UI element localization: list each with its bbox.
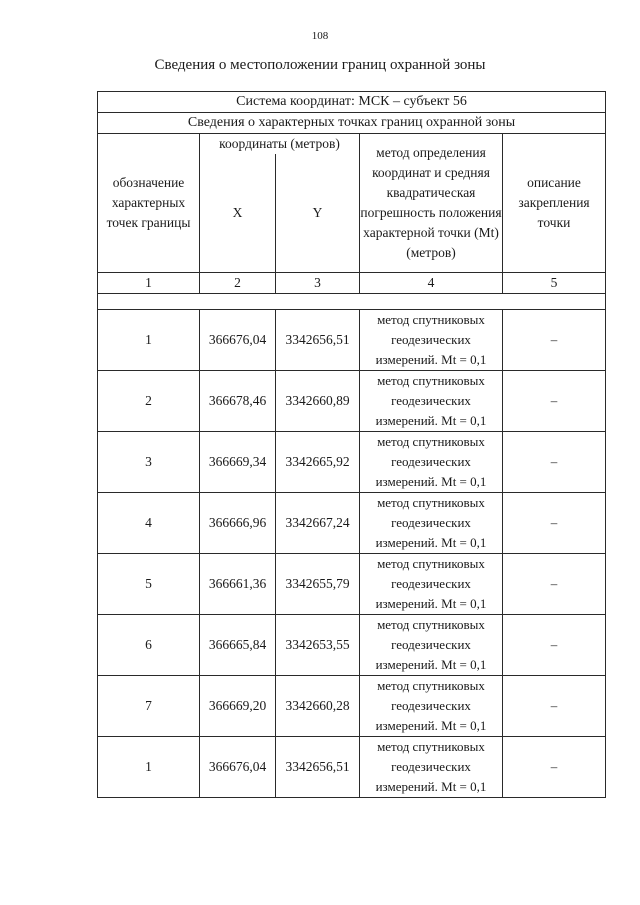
table-row: [98, 737, 606, 798]
header-y: Y: [276, 154, 360, 273]
coord-y: 3342660,89: [276, 371, 360, 432]
coord-x: 366665,84: [200, 615, 276, 676]
coord-x: 366678,46: [200, 371, 276, 432]
column-number: 4: [360, 273, 503, 294]
coord-y: 3342653,55: [276, 615, 360, 676]
table-row: [98, 554, 606, 615]
point-number: 2: [98, 371, 200, 432]
page-number: 108: [311, 30, 329, 42]
coord-x: 366669,20: [200, 676, 276, 737]
column-number: 3: [276, 273, 360, 294]
description-cell: –: [503, 554, 606, 615]
point-number: 3: [98, 432, 200, 493]
coord-x: 366676,04: [200, 310, 276, 371]
method-cell: метод спутниковых геодезических измерений. Mt = 0,1: [360, 493, 503, 554]
table-row: [98, 615, 606, 676]
point-number: 1: [98, 310, 200, 371]
spacer-row: [98, 294, 606, 310]
method-cell: метод спутниковых геодезических измерений. Mt = 0,1: [360, 432, 503, 493]
column-number-row: [98, 273, 606, 294]
table-row: [98, 676, 606, 737]
header-method: метод определения координат и средняя квадратическая погрешность положения характерной точки (Mt) (метров): [360, 134, 503, 273]
coord-y: 3342656,51: [276, 737, 360, 798]
point-number: 7: [98, 676, 200, 737]
coord-y: 3342660,28: [276, 676, 360, 737]
method-cell: метод спутниковых геодезических измерений. Mt = 0,1: [360, 310, 503, 371]
description-cell: –: [503, 371, 606, 432]
method-cell: метод спутниковых геодезических измерений. Mt = 0,1: [360, 615, 503, 676]
description-cell: –: [503, 676, 606, 737]
coord-x: 366661,36: [200, 554, 276, 615]
coord-x: 366666,96: [200, 493, 276, 554]
point-number: 5: [98, 554, 200, 615]
method-cell: метод спутниковых геодезических измерений. Mt = 0,1: [360, 737, 503, 798]
table-row: [98, 310, 606, 371]
boundary-points-table: [97, 91, 606, 798]
description-cell: –: [503, 615, 606, 676]
column-number: 1: [98, 273, 200, 294]
table-body: [98, 92, 606, 798]
coord-y: 3342665,92: [276, 432, 360, 493]
coord-y: 3342655,79: [276, 554, 360, 615]
coord-x: 366669,34: [200, 432, 276, 493]
coord-y: 3342656,51: [276, 310, 360, 371]
coordinate-system-label: Система координат: МСК – субъект 56: [98, 92, 606, 113]
method-cell: метод спутниковых геодезических измерений. Mt = 0,1: [360, 554, 503, 615]
method-cell: метод спутниковых геодезических измерений. Mt = 0,1: [360, 371, 503, 432]
description-cell: –: [503, 493, 606, 554]
section-title: Сведения о характерных точках границ охранной зоны: [98, 113, 606, 134]
coord-y: 3342667,24: [276, 493, 360, 554]
column-number: 2: [200, 273, 276, 294]
table-row: [98, 371, 606, 432]
point-number: 6: [98, 615, 200, 676]
header-x: X: [200, 154, 276, 273]
point-number: 4: [98, 493, 200, 554]
table-row: [98, 432, 606, 493]
spacer-cell: [98, 294, 606, 310]
point-number: 1: [98, 737, 200, 798]
header-coordinates: координаты (метров): [200, 134, 360, 155]
header-description: описание закрепления точки: [503, 134, 606, 273]
table-row: [98, 493, 606, 554]
header-designation: обозначение характерных точек границы: [98, 134, 200, 273]
coord-x: 366676,04: [200, 737, 276, 798]
description-cell: –: [503, 737, 606, 798]
column-number: 5: [503, 273, 606, 294]
document-title: Сведения о местоположении границ охранной зоны: [154, 57, 486, 73]
description-cell: –: [503, 432, 606, 493]
description-cell: –: [503, 310, 606, 371]
method-cell: метод спутниковых геодезических измерений. Mt = 0,1: [360, 676, 503, 737]
